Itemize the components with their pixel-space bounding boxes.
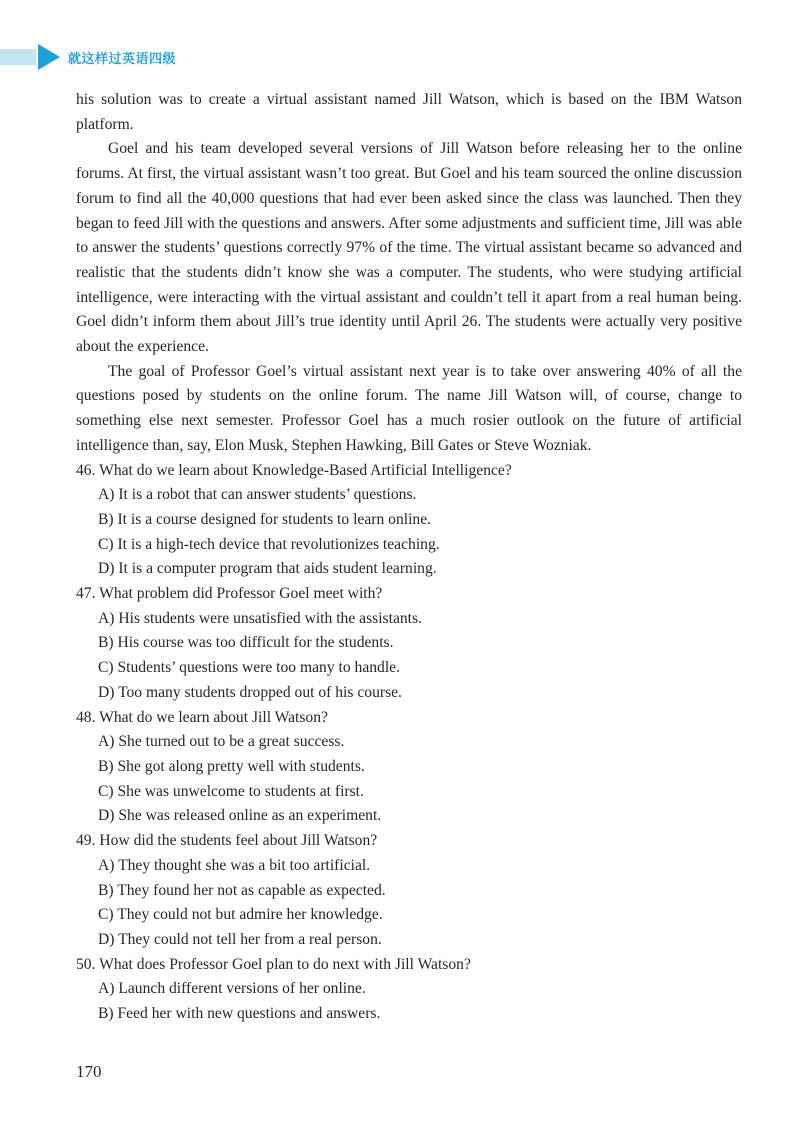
option-c: C) She was unwelcome to students at first. <box>98 782 364 800</box>
option-c: C) It is a high-tech device that revolutionizes teaching. <box>98 535 440 553</box>
option-c: C) They could not but admire her knowledge. <box>98 906 383 924</box>
page-number: 170 <box>76 1062 102 1081</box>
option-b: B) They found her not as capable as expected. <box>98 881 386 899</box>
option-d: D) They could not tell her from a real person. <box>98 930 382 948</box>
option-b: B) Feed her with new questions and answers. <box>98 1005 381 1023</box>
option-d: D) Too many students dropped out of his course. <box>98 683 402 701</box>
option-a: A) They thought she was a bit too artificial. <box>98 856 371 874</box>
option-a: A) Launch different versions of her online. <box>98 980 366 998</box>
option-b: B) His course was too difficult for the students. <box>98 634 394 652</box>
page-content <box>76 88 742 1027</box>
question-text: 49. How did the students feel about Jill Watson? <box>76 832 378 850</box>
header-bar-decoration <box>0 49 36 65</box>
question-46 <box>76 459 742 583</box>
question-text: 47. What problem did Professor Goel meet with? <box>76 585 383 603</box>
question-48 <box>76 706 742 830</box>
option-b: B) It is a course designed for students to learn online. <box>98 510 432 528</box>
option-a: A) It is a robot that can answer students’ questions. <box>98 486 417 504</box>
option-b: B) She got along pretty well with students. <box>98 757 365 775</box>
paragraph-3: The goal of Professor Goel’s virtual assistant next year is to take over answering 40% of all the questions posed by students on the online forum. The name Jill Watson will, of course, change to something else next semester. Professor Goel has a much rosier outlook on the future of artificial intelligence than, say, Elon Musk, Stephen Hawking, Bill Gates or Steve Wozniak. <box>76 362 742 454</box>
header-title: 就这样过英语四级 <box>68 51 177 67</box>
question-49 <box>76 829 742 953</box>
page-header <box>0 42 176 72</box>
paragraph-2: Goel and his team developed several versions of Jill Watson before releasing her to the online forums. At first, the virtual assistant wasn’t too great. But Goel and his team sourced the online discussion forum to find all the 40,000 questions that had ever been asked since the class was launched. Then they began to feed Jill with the questions and answers. After some adjustments and sufficient time, Jill was able to answer the students’ questions correctly 97% of the time. The virtual assistant became so advanced and realistic that the students didn’t know she was a computer. The students, who were studying artificial intelligence, were interacting with the virtual assistant and couldn’t tell it apart from a real human being. Goel didn’t inform them about Jill’s true identity until April 26. The students were actually very positive about the experience. <box>76 140 742 356</box>
option-c: C) Students’ questions were too many to handle. <box>98 659 401 677</box>
option-d: D) She was released online as an experiment. <box>98 807 382 825</box>
option-a: A) She turned out to be a great success. <box>98 733 345 751</box>
question-47 <box>76 582 742 706</box>
header-arrow-icon <box>38 44 60 70</box>
question-50 <box>76 953 742 1027</box>
question-text: 50. What does Professor Goel plan to do next with Jill Watson? <box>76 955 471 973</box>
question-text: 46. What do we learn about Knowledge-Based Artificial Intelligence? <box>76 461 512 479</box>
option-d: D) It is a computer program that aids student learning. <box>98 560 437 578</box>
option-a: A) His students were unsatisfied with the assistants. <box>98 609 422 627</box>
paragraph-1: his solution was to create a virtual assistant named Jill Watson, which is based on the IBM Watson platform. <box>76 91 742 133</box>
question-text: 48. What do we learn about Jill Watson? <box>76 708 328 726</box>
